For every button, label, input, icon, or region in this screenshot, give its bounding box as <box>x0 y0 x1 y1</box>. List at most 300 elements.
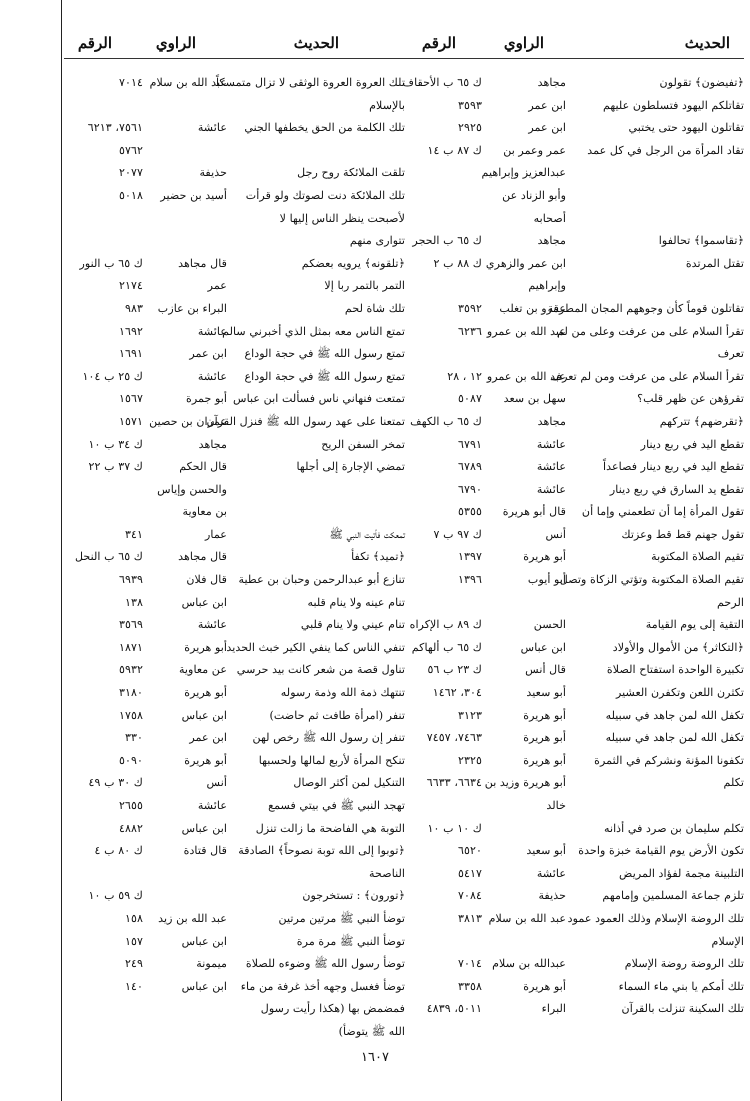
hadith-text: ﴿التكاثر﴾ من الأموال والأولاد <box>612 640 744 654</box>
hadith-text: تكلم سليمان بن صرد في أذانه <box>603 821 744 835</box>
hadith-number: ك ١٠ ب ١٠ <box>427 821 482 835</box>
hadith-text: تقطع اليد في ربع دينار فصاعداً <box>603 460 744 474</box>
hadith-number: ٦٧٩١ <box>457 437 482 451</box>
hadith-number: ٣٠٤، ١٤٦٢ <box>432 686 482 700</box>
hadith-number: ٦٩٣٩ <box>118 573 143 587</box>
hadith-number: ٦٢٣٦ <box>457 324 482 338</box>
narrator: ميمونة <box>196 957 227 971</box>
narrator: خالد <box>546 799 566 812</box>
narrator: عمران بن حصين <box>149 414 227 428</box>
hadith-text: التقية إلى يوم القيامة <box>645 618 744 632</box>
index-row <box>65 72 405 95</box>
index-row <box>404 366 744 389</box>
narrator: ابن عباس <box>181 595 227 609</box>
header-number-left: الرقم <box>77 34 112 52</box>
header-narrator-left: الراوي <box>155 34 196 52</box>
index-row <box>404 140 744 163</box>
hadith-number: ٥٠١١، ٤٨٣٩ <box>426 1002 482 1016</box>
index-row <box>404 592 744 615</box>
narrator: ابن عمر <box>189 731 227 745</box>
index-row <box>404 569 744 592</box>
hadith-number: ك ٥٩ ب ١٠ <box>88 889 143 903</box>
hadith-number: ٣٥٩٢ <box>457 301 482 315</box>
index-row <box>65 343 405 366</box>
hadith-text: ﴿تلقونه﴾ يرويه بعضكم <box>301 256 405 270</box>
index-row <box>65 479 405 502</box>
narrator: عبدالعزيز وإبراهيم <box>481 166 566 180</box>
narrator: أبو هريرة <box>184 640 227 654</box>
index-row <box>404 456 744 479</box>
narrator: مجاهد <box>537 76 566 89</box>
narrator: أبو أيوب <box>527 573 566 587</box>
hadith-number: ٥٠٨٧ <box>457 392 482 406</box>
hadith-text: توضأ رسول الله ﷺ وضوءه للصلاة <box>245 957 405 971</box>
index-row <box>404 479 744 502</box>
narrator: عبدالله بن سلام <box>492 957 566 971</box>
narrator: عائشة <box>536 866 566 880</box>
hadith-number: ٣٤١ <box>124 527 143 541</box>
index-row <box>404 931 744 954</box>
hadith-number: ١٣٩٧ <box>457 550 482 564</box>
hadith-number: ك ٨٨ ب ٢ <box>433 256 482 270</box>
index-row <box>65 772 405 795</box>
narrator: أبو هريرة <box>523 708 566 722</box>
narrator: ابن عمر <box>189 347 227 361</box>
hadith-number: ك ٢٣ ب ٥٦ <box>427 663 482 677</box>
hadith-text: الإسلام <box>711 934 744 948</box>
hadith-text: تلك أمكم يا بني ماء السماء <box>618 979 744 993</box>
hadith-text: تنام عينه ولا ينام قلبه <box>307 595 405 609</box>
hadith-number: ٢٠٧٧ <box>118 166 143 180</box>
index-row <box>404 795 744 818</box>
hadith-text: تكبيرة الواحدة استفتاح الصلاة <box>606 663 744 677</box>
narrator: أسيد بن حضير <box>160 188 227 202</box>
index-row <box>65 569 405 592</box>
index-row <box>65 456 405 479</box>
hadith-text: تنفر إن رسول الله ﷺ رخص لهن <box>252 731 405 745</box>
narrator: عمرو بن تغلب <box>499 301 566 315</box>
hadith-number: ك ٦٥ ب النور <box>79 256 143 270</box>
index-row <box>65 140 405 163</box>
narrator: البراء <box>541 1002 566 1016</box>
hadith-text: تنفر (امرأة طافت ثم حاضت) <box>269 708 405 722</box>
hadith-number: ٣٣٠ <box>124 731 143 745</box>
hadith-text: التمر بالتمر ربا إلا <box>324 279 405 293</box>
narrator: ابن عباس <box>181 821 227 835</box>
hadith-text: تلك شاة لحم <box>344 301 405 315</box>
index-row <box>65 682 405 705</box>
narrator: سهل بن سعد <box>503 392 566 406</box>
hadith-text: تنتهك ذمة الله وذمة رسوله <box>280 686 405 700</box>
hadith-text: تقطع يد السارق في ربع دينار <box>609 482 744 496</box>
left-column <box>65 72 405 1072</box>
hadith-number: ٥٩٣٢ <box>118 663 143 677</box>
index-row <box>65 208 405 231</box>
hadith-text: تقرؤهن عن ظهر قلب؟ <box>637 392 744 406</box>
index-row <box>65 795 405 818</box>
hadith-number: ٧٠١٤ <box>457 957 482 971</box>
narrator: والحسن وإياس <box>157 482 227 496</box>
index-row <box>404 727 744 750</box>
hadith-text: التنكيل لمن أكثر الوصال <box>293 776 405 790</box>
hadith-text: تلك الكلمة من الحق يخطفها الجني <box>244 121 405 135</box>
hadith-text: فمضمض بها (هكذا رأيت رسول <box>260 1002 405 1016</box>
hadith-number: ٦٧٨٩ <box>457 460 482 474</box>
narrator: ابن عباس <box>520 640 566 654</box>
hadith-text: ﴿توبوا إلى الله توبة نصوحاً﴾ الصادقة <box>238 844 405 858</box>
hadith-text: تعرف <box>717 347 744 361</box>
hadith-number: ٧٥٦١، ٦٢١٣ <box>87 121 143 135</box>
hadith-text: تنفي الناس كما ينفي الكير خبث الحديد <box>226 640 405 654</box>
hadith-number: ك ٣٠ ب ٤٩ <box>88 776 143 790</box>
narrator: حذيفة <box>538 889 566 903</box>
index-row <box>404 546 744 569</box>
index-row <box>404 705 744 728</box>
index-row <box>404 253 744 276</box>
index-row <box>404 162 744 185</box>
narrator: ابن عمر <box>528 98 566 112</box>
hadith-text: توضأ النبي ﷺ مرة مرة <box>296 934 405 948</box>
narrator: أبو هريرة <box>184 686 227 700</box>
hadith-text: تلزم جماعة المسلمين وإمامهم <box>602 889 744 903</box>
index-row <box>404 298 744 321</box>
margin-line <box>61 0 62 1101</box>
hadith-text: تمتع رسول الله ﷺ في حجة الوداع <box>244 369 405 383</box>
index-row <box>404 388 744 411</box>
index-row <box>404 230 744 253</box>
hadith-number: ك ٨٠ ب ٤ <box>94 844 143 858</box>
hadith-text: التوبة هي الفاضحة ما زالت تنزل <box>255 821 405 835</box>
hadith-text: الله ﷺ يتوضأ) <box>338 1024 405 1038</box>
index-row <box>404 411 744 434</box>
narrator: أبو هريرة <box>523 979 566 993</box>
index-row <box>65 275 405 298</box>
index-row <box>404 953 744 976</box>
index-row <box>404 343 744 366</box>
hadith-number: ١٦٩١ <box>118 347 143 361</box>
header-narrator-right: الراوي <box>503 34 544 52</box>
narrator: عمر وعمر بن <box>503 143 566 157</box>
hadith-number: ١٣٨ <box>124 595 143 609</box>
hadith-number: ك ٢٥ ب ١٠٤ <box>82 369 143 383</box>
narrator: عمار <box>205 527 227 541</box>
hadith-number: ٣٣٥٨ <box>457 979 482 993</box>
narrator: قال قتادة <box>183 844 227 858</box>
narrator: عائشة <box>536 460 566 474</box>
index-row <box>65 95 405 118</box>
index-row <box>65 1021 405 1044</box>
hadith-text: تمضي الإجارة إلى أجلها <box>296 460 405 474</box>
hadith-text: التلبينة مجمة لفؤاد المريض <box>619 866 744 880</box>
index-row <box>404 208 744 231</box>
hadith-text: تقول المرأة إما أن تطعمني وإما أن <box>581 505 744 519</box>
hadith-number: ٢٩٢٥ <box>457 121 482 135</box>
index-row <box>404 72 744 95</box>
narrator: قال مجاهد <box>178 550 227 564</box>
hadith-number: ٣٨١٣ <box>457 911 482 925</box>
hadith-number: ك ٦٥ ب النحل <box>74 550 143 564</box>
hadith-text: الرحم <box>716 595 744 609</box>
narrator: عائشة <box>197 369 227 383</box>
hadith-text: لأصبحت ينظر الناس إليها لا <box>279 211 405 225</box>
index-row <box>65 863 405 886</box>
narrator: عمر <box>207 279 227 293</box>
hadith-number: ٤٨٨٢ <box>118 821 143 835</box>
hadith-number: ١٥٧١ <box>118 414 143 428</box>
narrator: أصحابه <box>533 211 566 225</box>
hadith-text: بالإسلام <box>369 98 405 112</box>
hadith-text: تقاتلون اليهود حتى يختبي <box>628 121 744 135</box>
narrator: عائشة <box>197 121 227 135</box>
index-row <box>65 298 405 321</box>
hadith-text: تقتل المرتدة <box>685 256 744 270</box>
hadith-text: توضأ فغسل وجهه أخذ غرفة من ماء <box>240 979 405 993</box>
narrator: قال أنس <box>525 663 566 677</box>
index-row <box>65 253 405 276</box>
index-row <box>404 863 744 886</box>
hadith-text: ﴿تقرضهم﴾ تتركهم <box>659 414 744 428</box>
hadith-text: تقاد المرأة من الرجل في كل عمد <box>587 143 744 157</box>
hadith-text: تمتعنا على عهد رسول الله ﷺ فنزل القرآن <box>206 414 405 428</box>
hadith-text: تكفونا المؤنة ونشركم في الثمرة <box>594 753 744 767</box>
index-row <box>404 95 744 118</box>
index-row <box>65 592 405 615</box>
narrator: أبو هريرة وزيد بن <box>484 776 566 790</box>
hadith-number: ١٥٦٧ <box>118 392 143 406</box>
hadith-number: ١٢ ، ٢٨ <box>447 369 482 383</box>
index-row <box>65 659 405 682</box>
hadith-text: تهجد النبي ﷺ في بيتي فسمع <box>268 799 405 812</box>
hadith-text: ﴿تورون﴾ : تستخرجون <box>302 889 405 903</box>
hadith-number: ك ٨٩ ب الإكراه <box>409 618 482 632</box>
hadith-text: تكفل الله لمن جاهد في سبيله <box>605 731 744 745</box>
narrator: حذيفة <box>199 166 227 180</box>
hadith-text: تنام عيني ولا ينام قلبي <box>300 618 405 632</box>
narrator: عبد الله بن عمرو <box>486 324 566 338</box>
header-hadith-right: الحديث <box>684 34 730 52</box>
hadith-text: تمتع رسول الله ﷺ في حجة الوداع <box>244 347 405 361</box>
hadith-number: ٥٧٦٢ <box>118 143 143 157</box>
index-row <box>65 908 405 931</box>
hadith-text: تقاتلكم اليهود فتسلطون عليهم <box>602 98 744 112</box>
narrator: مجاهد <box>537 234 566 248</box>
hadith-text: تكثرن اللعن وتكفرن العشير <box>615 686 744 700</box>
hadith-number: ٣٥٩٣ <box>457 98 482 112</box>
index-row <box>65 614 405 637</box>
index-row <box>404 501 744 524</box>
narrator: أنس <box>206 776 227 790</box>
index-row <box>404 772 744 795</box>
hadith-text: تكون الأرض يوم القيامة خبزة واحدة <box>578 844 744 858</box>
hadith-number: ٣٥٦٩ <box>118 618 143 632</box>
narrator: قال مجاهد <box>178 256 227 270</box>
narrator: وأبو الزناد عن <box>502 188 566 202</box>
index-row <box>404 998 744 1021</box>
index-row <box>404 117 744 140</box>
index-row <box>65 524 405 547</box>
index-row <box>65 998 405 1021</box>
index-row <box>65 185 405 208</box>
hadith-text: ﴿تفيضون﴾ تقولون <box>659 76 744 89</box>
hadith-text: تناول قصة من شعر كانت بيد حرسي <box>236 663 405 677</box>
hadith-text: تقيم الصلاة المكتوبة <box>651 550 744 564</box>
hadith-text: تلقت الملائكة روح رجل <box>297 166 405 180</box>
page-number: ١٦٠٧ <box>361 1050 389 1065</box>
hadith-number: ٧٠١٤ <box>118 76 143 89</box>
index-row <box>404 185 744 208</box>
index-row <box>65 750 405 773</box>
hadith-text: تلك الروضة الإسلام وذلك العمود عمود <box>567 911 744 925</box>
right-column <box>404 72 744 1072</box>
index-row <box>404 976 744 999</box>
narrator: أبو هريرة <box>523 753 566 767</box>
index-row <box>65 976 405 999</box>
hadith-text: تقرأ السلام على من عرفت ومن لم تعرف <box>550 369 744 383</box>
index-row <box>65 117 405 140</box>
narrator: عبد الله بن سلام <box>488 911 566 925</box>
narrator: عائشة <box>197 799 227 812</box>
hadith-number: ١٦٩٢ <box>118 324 143 338</box>
hadith-text: تقيم الصلاة المكتوبة وتؤتي الزكاة وتصل <box>559 573 744 587</box>
hadith-text: تلك العروة العروة الوثقى لا تزال متمسكاً <box>216 76 405 89</box>
hadith-number: ك ٦٥ ب الحجر <box>412 234 482 248</box>
hadith-text: تقرأ السلام على من عرفت وعلى من لم <box>557 324 744 338</box>
narrator: قال فلان <box>186 573 227 587</box>
narrator: أبو سعيد <box>526 686 566 700</box>
hadith-text: الناصحة <box>368 866 405 880</box>
index-row <box>65 501 405 524</box>
narrator: مجاهد <box>537 414 566 428</box>
narrator: عن معاوية <box>178 663 227 677</box>
hadith-text: تتوارى منهم <box>349 234 405 248</box>
hadith-text: تمخر السفن الريح <box>321 437 405 451</box>
narrator: قال أبو هريرة <box>502 505 566 519</box>
column-headers <box>62 34 744 60</box>
narrator: ابن عمر <box>528 121 566 135</box>
narrator: الحسن <box>533 618 566 632</box>
narrator: أبو هريرة <box>184 753 227 767</box>
hadith-number: ٣١٢٣ <box>457 708 482 722</box>
hadith-text: تلك الروضة روضة الإسلام <box>624 957 744 971</box>
index-row <box>404 682 744 705</box>
hadith-number: ٩٨٣ <box>124 301 143 315</box>
narrator: أبو هريرة <box>523 550 566 564</box>
hadith-number: ١٨٧١ <box>118 640 143 654</box>
index-row <box>65 230 405 253</box>
index-row <box>404 637 744 660</box>
index-row <box>404 818 744 841</box>
narrator: بن معاوية <box>182 505 227 519</box>
hadith-text: تنكح المرأة لأربع لمالها ولحسبها <box>258 753 405 767</box>
index-row <box>65 885 405 908</box>
hadith-number: ٦٧٩٠ <box>457 482 482 496</box>
hadith-number: ٣١٨٠ <box>118 686 143 700</box>
hadith-number: ٢٤٩ <box>124 957 143 971</box>
index-row <box>65 411 405 434</box>
hadith-text: تقاتلون قوماً كأن وجوههم المجان المطرقة <box>547 301 744 315</box>
narrator: ابن عباس <box>181 934 227 948</box>
narrator: أنس <box>545 527 566 541</box>
index-row <box>404 614 744 637</box>
hadith-number: ك ٦٥ ب الأحقاف <box>402 76 482 89</box>
index-row <box>65 705 405 728</box>
hadith-text: تمتع الناس معه بمثل الذي أخبرني سالم <box>222 324 405 338</box>
hadith-text: تمعكت فأتيت النبي ﷺ <box>329 527 405 541</box>
narrator: عبد الله بن سلام <box>149 76 227 89</box>
hadith-text: تلك السكينة تنزلت بالقرآن <box>621 1002 744 1016</box>
hadith-number: ٧٠٨٤ <box>457 889 482 903</box>
hadith-number: ١٧٥٨ <box>118 708 143 722</box>
hadith-number: ٥٤١٧ <box>457 866 482 880</box>
hadith-text: تمتعت فنهاني ناس فسألت ابن عباس <box>232 392 405 406</box>
index-row <box>65 388 405 411</box>
narrator: أبو جمرة <box>186 392 227 406</box>
index-row <box>65 931 405 954</box>
index-row <box>404 321 744 344</box>
hadith-number: ك ٣٧ ب ٢٢ <box>88 460 143 474</box>
index-row <box>65 162 405 185</box>
hadith-number: ك ٣٤ ب ١٠ <box>88 437 143 451</box>
index-row <box>404 434 744 457</box>
index-row <box>65 840 405 863</box>
hadith-text: تقطع اليد في ربع دينار <box>640 437 744 451</box>
index-row <box>65 321 405 344</box>
narrator: وإبراهيم <box>528 279 566 293</box>
hadith-number: ٦٥٢٠ <box>457 844 482 858</box>
hadith-number: ٧٤٦٣، ٧٤٥٧ <box>426 731 482 745</box>
hadith-number: ٢٣٢٥ <box>457 753 482 767</box>
hadith-number: ١٤٠ <box>124 979 143 993</box>
index-row <box>404 908 744 931</box>
hadith-number: ك ٦٥ ب ألهاكم <box>411 640 482 654</box>
hadith-number: ٥٣٥٥ <box>457 505 482 519</box>
index-row <box>65 727 405 750</box>
hadith-text: ﴿تميد﴾ تكفأ <box>351 550 405 564</box>
index-row <box>404 275 744 298</box>
hadith-number: ٥٠٩٠ <box>118 753 143 767</box>
narrator: عائشة <box>197 618 227 632</box>
hadith-number: ك ٨٧ ب ١٤ <box>427 143 482 157</box>
hadith-text: تنازع أبو عبدالرحمن وحبان بن عطية <box>238 573 405 587</box>
narrator: البراء بن عازب <box>157 301 227 315</box>
index-row <box>404 524 744 547</box>
hadith-number: ١٥٧ <box>124 934 143 948</box>
narrator: ابن عباس <box>181 708 227 722</box>
index-row <box>404 885 744 908</box>
narrator: قال الحكم <box>179 460 227 474</box>
narrator: أبو هريرة <box>523 731 566 745</box>
narrator: عائشة <box>536 437 566 451</box>
hadith-number: ١٥٨ <box>124 911 143 925</box>
hadith-text: تكفل الله لمن جاهد في سبيله <box>605 708 744 722</box>
hadith-text: تلك الملائكة دنت لصوتك ولو قرأت <box>245 188 405 202</box>
hadith-number: ٢٦٥٥ <box>118 799 143 812</box>
index-row <box>65 818 405 841</box>
hadith-number: ٦٦٣٤، ٦٦٣٣ <box>426 776 482 790</box>
index-row <box>65 434 405 457</box>
hadith-number: ٥٠١٨ <box>118 188 143 202</box>
hadith-text: توضأ النبي ﷺ مرتين مرتين <box>278 911 405 925</box>
hadith-number: ك ٩٧ ب ٧ <box>433 527 482 541</box>
narrator: عائشة <box>536 482 566 496</box>
hadith-number: ٢١٧٤ <box>118 279 143 293</box>
header-hadith-left: الحديث <box>293 34 339 52</box>
hadith-text: تقول جهنم قط قط وعزتك <box>621 527 744 541</box>
narrator: ابن عباس <box>181 979 227 993</box>
narrator: عبد الله بن عمرو <box>486 369 566 383</box>
index-row <box>404 750 744 773</box>
header-number-right: الرقم <box>421 34 456 52</box>
